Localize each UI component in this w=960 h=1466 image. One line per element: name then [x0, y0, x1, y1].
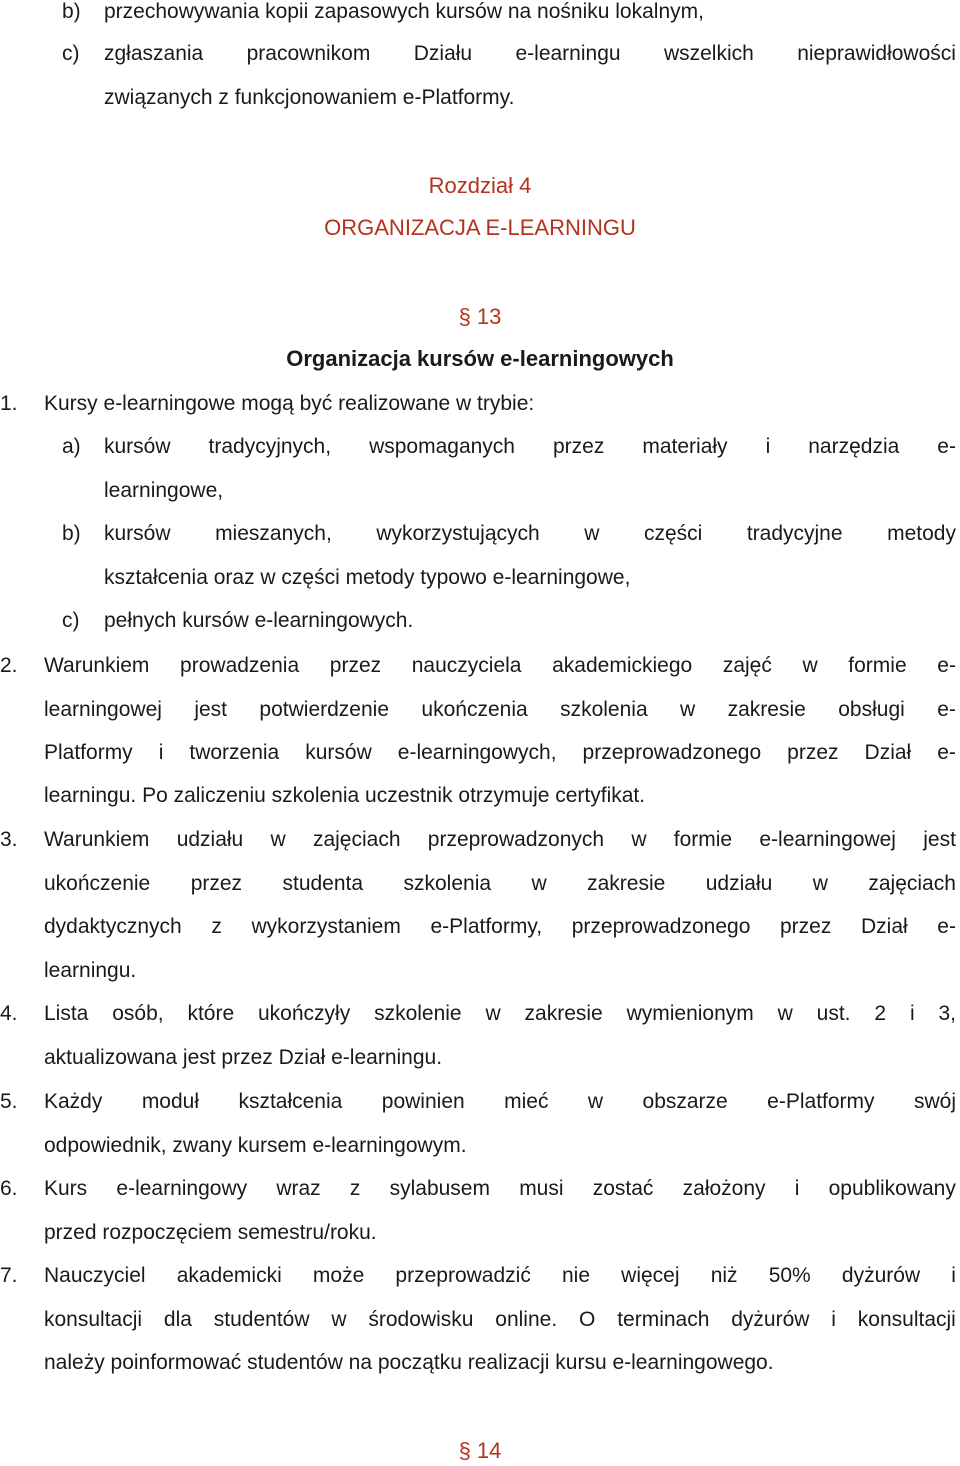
word: kursów	[305, 741, 372, 764]
word: e-learningowych,	[397, 741, 557, 764]
word: wspomaganych	[369, 435, 515, 458]
word: i	[765, 435, 771, 458]
word: założony	[682, 1177, 766, 1200]
item-2-line2	[44, 698, 956, 722]
word: w	[270, 828, 286, 851]
word: dyżurów	[731, 1308, 810, 1331]
word: przez	[780, 915, 832, 938]
word: musi	[519, 1177, 564, 1200]
item-1-b-line2: kształcenia oraz w części metody typowo e-learningowe,	[104, 566, 631, 589]
word: formie	[673, 828, 733, 851]
word: w	[587, 1090, 604, 1113]
word: kursów	[104, 435, 171, 458]
word: obsługi	[838, 698, 905, 721]
word: e-	[937, 915, 956, 938]
word: szkolenie	[374, 1002, 462, 1025]
item-3-line2	[44, 872, 956, 896]
word: materiały	[642, 435, 728, 458]
word: 50%	[768, 1264, 811, 1287]
item-7-line2	[44, 1308, 956, 1332]
item-1-label: 1.	[0, 392, 18, 415]
word: przez	[553, 435, 605, 458]
word: zgłaszania	[104, 42, 204, 65]
word: e-Platformy,	[430, 915, 543, 938]
word: zakresie	[587, 872, 666, 895]
list-label-c: c)	[62, 42, 80, 65]
item-7-line3: należy poinformować studentów na początku realizacji kursu e-learningowego.	[44, 1351, 774, 1374]
word: mieszanych,	[215, 522, 332, 545]
word: e-learningu	[515, 42, 621, 65]
word: przeprowadzonego	[582, 741, 762, 764]
item-1-c-text: pełnych kursów e-learningowych.	[104, 609, 414, 632]
word: zajęciach	[868, 872, 956, 895]
item-1-text: Kursy e-learningowe mogą być realizowane w trybie:	[44, 392, 535, 415]
word: Każdy	[44, 1090, 103, 1113]
section-mark-14: § 14	[458, 1438, 502, 1463]
word: learningowej	[44, 698, 162, 721]
word: jest	[923, 828, 956, 851]
word: sylabusem	[389, 1177, 490, 1200]
word: części	[643, 522, 703, 545]
word: formie	[848, 654, 907, 677]
word: e-learningowy	[116, 1177, 248, 1200]
word: metody	[887, 522, 956, 545]
word: Kurs	[44, 1177, 88, 1200]
item-7-label: 7.	[0, 1264, 18, 1287]
word: ukończenia	[421, 698, 528, 721]
item-1-a-line2: learningowe,	[104, 479, 224, 502]
word: więcej	[621, 1264, 680, 1287]
item-1-b-line1	[104, 522, 956, 546]
item-3-line4: learningu.	[44, 959, 137, 982]
word: Dział	[860, 915, 908, 938]
word: i	[831, 1308, 836, 1331]
word: tradycyjnych,	[208, 435, 332, 458]
word: przeprowadzić	[395, 1264, 531, 1287]
word: konsultacji	[44, 1308, 143, 1331]
word: ukończyły	[258, 1002, 351, 1025]
word: zajęciach	[312, 828, 401, 851]
word: i	[158, 741, 164, 764]
item-7-line1	[44, 1264, 956, 1288]
word: z	[211, 915, 222, 938]
word: udziału	[176, 828, 244, 851]
intro-item-b: przechowywania kopii zapasowych kursów na nośniku lokalnym,	[104, 0, 704, 23]
word: narzędzia	[808, 435, 900, 458]
word: Lista	[44, 1002, 89, 1025]
chapter-title: ORGANIZACJA E-LEARNINGU	[324, 215, 636, 240]
word: ukończenie	[44, 872, 151, 895]
word: i	[951, 1264, 956, 1287]
item-4-line1	[44, 1002, 956, 1026]
word: z	[349, 1177, 361, 1200]
section-mark-13: § 13	[458, 304, 502, 329]
word: wraz	[276, 1177, 321, 1200]
word: Działu	[413, 42, 473, 65]
item-5-label: 5.	[0, 1090, 18, 1113]
word: opublikowany	[828, 1177, 956, 1200]
word: zajęć	[722, 654, 772, 677]
item-1-b-label: b)	[62, 522, 81, 545]
word: e-	[937, 435, 956, 458]
word: wymienionym	[626, 1002, 754, 1025]
word: wykorzystujących	[376, 522, 540, 545]
word: w	[802, 654, 818, 677]
word: zakresie	[524, 1002, 603, 1025]
word: powinien	[381, 1090, 465, 1113]
word: wszelkich	[663, 42, 754, 65]
word: Dział	[864, 741, 912, 764]
word: akademickiego	[552, 654, 693, 677]
word: w	[777, 1002, 793, 1025]
word: obszarze	[642, 1090, 728, 1113]
word: ust.	[816, 1002, 851, 1025]
word: w	[331, 1308, 347, 1331]
word: w	[531, 872, 547, 895]
word: szkolenia	[560, 698, 648, 721]
word: Warunkiem	[44, 828, 150, 851]
word: przez	[787, 741, 839, 764]
word: osób,	[112, 1002, 164, 1025]
word: udziału	[705, 872, 773, 895]
word: przez	[190, 872, 243, 895]
word: 2	[874, 1002, 887, 1025]
item-6-line2: przed rozpoczęciem semestru/roku.	[44, 1221, 377, 1244]
word: studentów	[213, 1308, 310, 1331]
word: studenta	[282, 872, 364, 895]
word: dyżurów	[841, 1264, 921, 1287]
word: jest	[194, 698, 228, 721]
word: e-Platformy	[767, 1090, 875, 1113]
word: kształcenia	[238, 1090, 343, 1113]
word: szkolenia	[403, 872, 492, 895]
item-5-line2: odpowiednik, zwany kursem e-learningowym.	[44, 1134, 467, 1157]
item-6-label: 6.	[0, 1177, 18, 1200]
word: tworzenia	[189, 741, 280, 764]
word: Platformy	[44, 741, 133, 764]
item-3-line3	[44, 915, 956, 939]
item-4-label: 4.	[0, 1002, 18, 1025]
word: e-learningowej	[759, 828, 896, 851]
item-6-line1	[44, 1177, 956, 1201]
word: dydaktycznych	[44, 915, 182, 938]
word: prowadzenia	[180, 654, 300, 677]
word: środowisku	[368, 1308, 474, 1331]
word: pracownikom	[246, 42, 371, 65]
item-2-line1	[44, 654, 956, 678]
word: zostać	[592, 1177, 654, 1200]
item-2-line3	[44, 741, 956, 765]
chapter-number: Rozdział 4	[428, 173, 532, 198]
word: Nauczyciel	[44, 1264, 146, 1287]
item-1-a-label: a)	[62, 435, 81, 458]
word: które	[187, 1002, 235, 1025]
item-3-label: 3.	[0, 828, 18, 851]
word: 3,	[938, 1002, 956, 1025]
word: przeprowadzonych	[427, 828, 605, 851]
word: konsultacji	[857, 1308, 956, 1331]
word: w	[584, 522, 600, 545]
word: niż	[710, 1264, 738, 1287]
word: e-	[937, 741, 956, 764]
word: dla	[163, 1308, 192, 1331]
word: terminach	[617, 1308, 710, 1331]
word: w	[485, 1002, 501, 1025]
list-label-b: b)	[62, 0, 81, 23]
word: e-	[937, 654, 956, 677]
word: online.	[495, 1308, 558, 1331]
word: i	[794, 1177, 800, 1200]
section-title-13: Organizacja kursów e-learningowych	[286, 346, 674, 371]
word: Warunkiem	[44, 654, 150, 677]
word: może	[312, 1264, 365, 1287]
word: tradycyjne	[746, 522, 843, 545]
word: wykorzystaniem	[251, 915, 401, 938]
word: mieć	[504, 1090, 549, 1113]
word: O	[579, 1308, 596, 1331]
word: w	[631, 828, 647, 851]
item-2-label: 2.	[0, 654, 18, 677]
word: przez	[329, 654, 382, 677]
item-2-line4: learningu. Po zaliczeniu szkolenia uczestnik otrzymuje certyfikat.	[44, 784, 646, 807]
word: moduł	[141, 1090, 200, 1113]
word: nieprawidłowości	[797, 42, 956, 65]
word: w	[812, 872, 828, 895]
item-5-line1	[44, 1090, 956, 1114]
word: e-	[937, 698, 956, 721]
intro-item-c-line2: związanych z funkcjonowaniem e-Platformy.	[104, 86, 515, 109]
word: swój	[913, 1090, 956, 1113]
word: potwierdzenie	[259, 698, 390, 721]
word: przeprowadzonego	[571, 915, 751, 938]
word: w	[680, 698, 696, 721]
intro-item-c-line1	[104, 42, 956, 66]
item-1-c-label: c)	[62, 609, 80, 632]
word: i	[909, 1002, 915, 1025]
word: nauczyciela	[411, 654, 522, 677]
item-3-line1	[44, 828, 956, 852]
word: nie	[561, 1264, 591, 1287]
item-4-line2: aktualizowana jest przez Dział e-learningu.	[44, 1046, 443, 1069]
word: kursów	[104, 522, 171, 545]
word: akademicki	[176, 1264, 282, 1287]
item-1-a-line1	[104, 435, 956, 459]
word: zakresie	[727, 698, 806, 721]
